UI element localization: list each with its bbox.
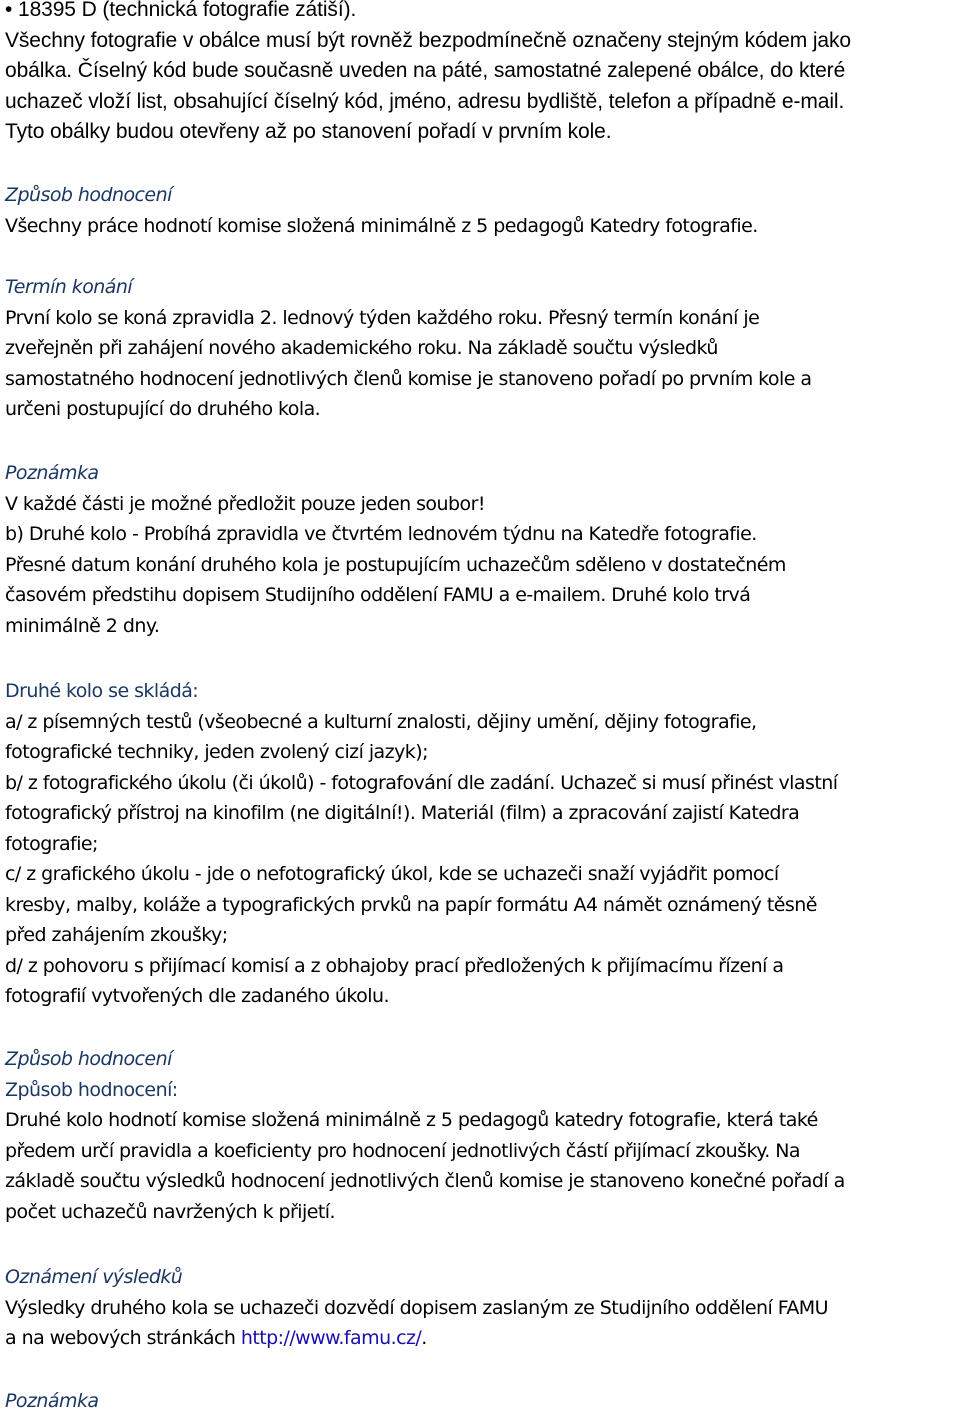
paragraph-line: b/ z fotografického úkolu (či úkolů) - fotografování dle zadání. Uchazeč si musí přinést vlastní bbox=[5, 771, 838, 794]
paragraph-line: V každé části je možné předložit pouze jeden soubor! bbox=[5, 492, 485, 515]
paragraph-line: před zahájením zkoušky; bbox=[5, 924, 228, 946]
intro-block bbox=[5, 0, 851, 148]
paragraph-line: určeni postupující do druhého kola. bbox=[5, 398, 321, 420]
paragraph-line-with-link bbox=[5, 1323, 828, 1354]
paragraph-line: kresby, malby, koláže a typografických prvků na papír formátu A4 námět oznámený těsně bbox=[5, 893, 817, 916]
intro-line: Tyto obálky budou otevřeny až po stanovení pořadí v prvním kole. bbox=[5, 120, 612, 143]
section-druhe-kolo bbox=[5, 676, 837, 1012]
paragraph-line: Výsledky druhého kola se uchazeči dozvědí dopisem zaslaným ze Studijního oddělení FAMU bbox=[5, 1296, 829, 1319]
section-zpusob-hodnoceni-1 bbox=[5, 180, 758, 241]
section-heading: Oznámení výsledků bbox=[5, 1266, 183, 1288]
section-poznamka-1 bbox=[5, 458, 786, 641]
paragraph-line: fotografický přístroj na kinofilm (ne digitální!). Materiál (film) a zpracování zajistí Katedra bbox=[5, 802, 800, 824]
paragraph-line: fotografií vytvořených dle zadaného úkolu. bbox=[5, 985, 389, 1007]
paragraph-line: časovém předstihu dopisem Studijního oddělení FAMU a e-mailem. Druhé kolo trvá bbox=[5, 584, 751, 606]
paragraph-line: d/ z pohovoru s přijímací komisí a z obhajoby prací předložených k přijímacímu řízení a bbox=[5, 954, 784, 977]
section-zpusob-hodnoceni-2 bbox=[5, 1044, 845, 1227]
section-subheading: Způsob hodnocení: bbox=[5, 1078, 178, 1101]
section-heading: Poznámka bbox=[5, 462, 99, 484]
paragraph-line: základě součtu výsledků hodnocení jednotlivých členů komise je stanoveno konečné pořadí a bbox=[5, 1170, 845, 1192]
intro-line: uchazeč vloží list, obsahující číselný kód, jméno, adresu bydliště, telefon a případně e-mail. bbox=[5, 89, 845, 113]
paragraph-line: Přesné datum konání druhého kola je postupujícím uchazečům sděleno v dostatečném bbox=[5, 553, 786, 576]
paragraph-line: počet uchazečů navržených k přijetí. bbox=[5, 1200, 336, 1223]
section-heading: Druhé kolo se skládá: bbox=[5, 680, 199, 702]
intro-line: • 18395 D (technická fotografie zátiší). bbox=[5, 0, 357, 21]
paragraph-line: předem určí pravidla a koeficienty pro hodnocení jednotlivých částí přijímací zkoušky. Na bbox=[5, 1139, 801, 1162]
paragraph-line: minimálně 2 dny. bbox=[5, 614, 160, 637]
link-suffix: . bbox=[421, 1327, 427, 1349]
section-poznamka-2 bbox=[5, 1386, 99, 1417]
paragraph-line: a/ z písemných testů (všeobecné a kulturní znalosti, dějiny umění, dějiny fotografie, bbox=[5, 710, 757, 733]
paragraph-line: Druhé kolo hodnotí komise složená minimálně z 5 pedagogů katedry fotografie, která také bbox=[5, 1109, 818, 1131]
paragraph-line: Všechny práce hodnotí komise složená minimálně z 5 pedagogů Katedry fotografie. bbox=[5, 214, 758, 237]
section-oznameni-vysledku bbox=[5, 1262, 828, 1354]
paragraph-line: samostatného hodnocení jednotlivých členů komise je stanoveno pořadí po prvním kole a bbox=[5, 367, 812, 390]
section-heading: Způsob hodnocení bbox=[5, 184, 172, 206]
section-termin-konani bbox=[5, 272, 811, 425]
intro-line: obálka. Číselný kód bude současně uveden na páté, samostatné zalepené obálce, do které bbox=[5, 59, 846, 82]
section-heading: Termín konání bbox=[5, 276, 133, 298]
paragraph-line: c/ z grafického úkolu - jde o nefotografický úkol, kde se uchazeči snaží vyjádřit pomocí bbox=[5, 863, 779, 885]
paragraph-line: fotografické techniky, jeden zvolený cizí jazyk); bbox=[5, 741, 428, 763]
section-heading: Poznámka bbox=[5, 1390, 99, 1412]
paragraph-line: zveřejněn při zahájení nového akademického roku. Na základě součtu výsledků bbox=[5, 337, 718, 359]
section-heading: Způsob hodnocení bbox=[5, 1048, 172, 1070]
paragraph-line: První kolo se koná zpravidla 2. lednový týden každého roku. Přesný termín konání je bbox=[5, 306, 760, 329]
famu-website-link[interactable]: http://www.famu.cz/ bbox=[240, 1327, 422, 1349]
paragraph-line: fotografie; bbox=[5, 832, 98, 855]
paragraph-line: b) Druhé kolo - Probíhá zpravidla ve čtvrtém lednovém týdnu na Katedře fotografie. bbox=[5, 523, 757, 545]
intro-line: Všechny fotografie v obálce musí být rovněž bezpodmínečně označeny stejným kódem jako bbox=[5, 28, 851, 52]
link-prefix: a na webových stránkách bbox=[5, 1327, 241, 1349]
